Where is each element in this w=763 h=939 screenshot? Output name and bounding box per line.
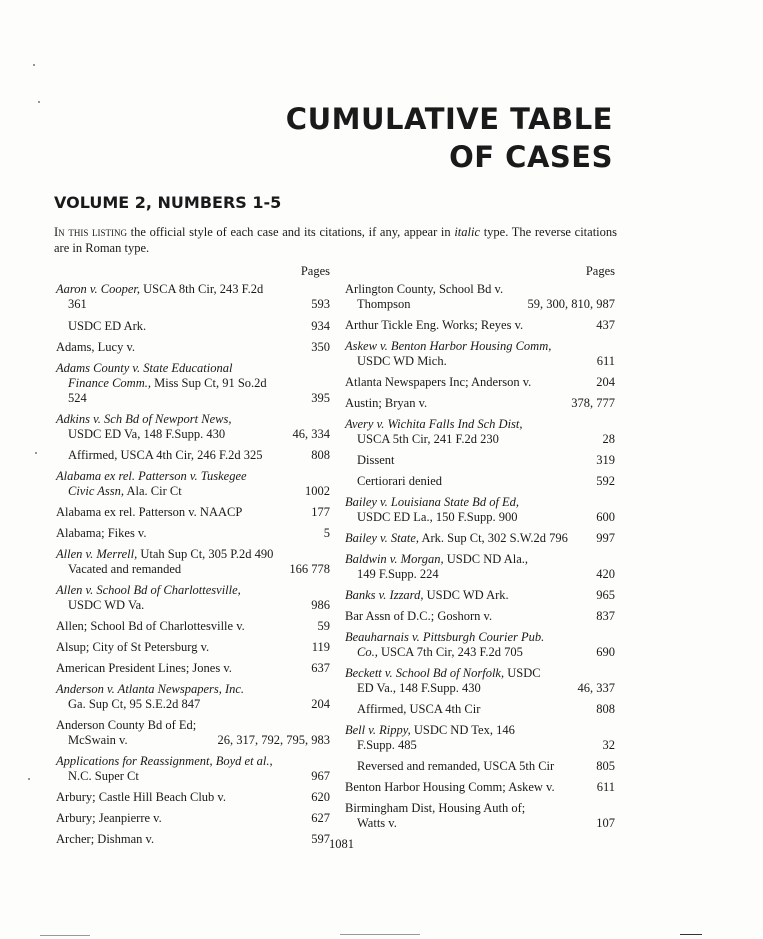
case-citation: Atlanta Newspapers Inc; Anderson v. [345,375,532,389]
case-entry [56,547,330,577]
page-references: 350 [311,340,330,354]
case-entry [56,619,330,634]
volume-heading: VOLUME 2, NUMBERS 1-5 [54,193,282,212]
case-citation-cont: Ala. Cir Ct [124,484,182,498]
case-citation: Dissent [357,453,395,467]
case-citation-cont: 361 [68,297,87,311]
title-line-2: OF CASES [449,140,613,174]
case-entry [345,417,615,447]
case-name-cont: Co., [357,645,378,659]
page-references: 611 [596,780,615,794]
scan-edge-mark [680,934,702,935]
intro-rest: type. The reverse citations are in Roman type. [54,225,618,255]
case-name: Adkins v. Sch Bd of Newport News, [56,412,232,426]
case-name: Aaron v. Cooper, [56,282,141,296]
case-entry [345,702,615,717]
page-references: 204 [311,697,330,711]
case-entry [345,588,615,603]
case-citation: USCA 8th Cir, 243 F.2d [140,282,264,296]
case-entry [345,723,615,753]
case-citation: Benton Harbor Housing Comm; Askew v. [345,780,555,794]
page-title [286,100,613,176]
case-entry [56,526,330,541]
case-name: Baldwin v. Morgan, [345,552,444,566]
case-citation: Anderson County Bd of Ed; [56,718,197,732]
case-name: Beckett v. School Bd of Norfolk, [345,666,505,680]
case-citation: USDC ED Ark. [68,319,147,333]
case-entry [345,474,615,489]
case-entry [56,505,330,520]
case-citation: Ark. Sup Ct, 302 S.W.2d 796 [419,531,568,545]
case-entry [345,375,615,390]
case-citation: USDC WD Ark. [423,588,509,602]
case-entry [345,552,615,582]
case-entry [56,412,330,442]
case-entry [56,661,330,676]
case-entry [345,531,615,546]
page-references: 177 [311,505,330,519]
page-references: 119 [311,640,330,654]
case-name: Allen v. School Bd of Charlottesville, [56,583,241,597]
case-entry [56,469,330,499]
page-references: 600 [596,510,615,524]
page-references: 690 [596,645,615,659]
case-entry [345,630,615,660]
title-line-1: CUMULATIVE TABLE [285,102,613,136]
case-citation-cont: F.Supp. 485 [357,738,417,752]
scan-speck [35,452,37,454]
case-citation: Arlington County, School Bd v. [345,282,504,296]
case-entry [56,790,330,805]
scan-speck [33,64,35,66]
page-references: 59, 300, 810, 987 [527,297,615,311]
case-entry [56,319,330,334]
right-column [345,264,615,831]
case-entry [345,609,615,624]
page-references: 395 [311,391,330,405]
page-references: 46, 337 [577,681,615,695]
scan-speck [28,778,30,780]
scan-speck [38,101,40,103]
page-references: 59 [317,619,330,633]
page-references: 28 [602,432,615,446]
page-references: 593 [311,297,330,311]
case-citation: Certiorari denied [357,474,443,488]
intro-text: the official style of each case and its citations, if any, appear in [127,225,455,239]
case-name: Askew v. Benton Harbor Housing Comm, [345,339,552,353]
page-references: 967 [311,769,330,783]
case-citation: Alsup; City of St Petersburg v. [56,640,210,654]
left-column [56,264,330,847]
page-references: 986 [311,598,330,612]
scan-edge-mark [340,934,420,935]
case-entry [345,801,615,831]
page-references: 166 778 [289,562,330,576]
case-name: Beauharnais v. Pittsburgh Courier Pub. [345,630,545,644]
case-entry [345,318,615,333]
case-citation: Affirmed, USCA 4th Cir, 246 F.2d 325 [68,448,263,462]
page-references: 837 [596,609,615,623]
case-citation: Adams, Lucy v. [56,340,136,354]
case-entry [345,339,615,369]
case-citation-cont: 149 F.Supp. 224 [357,567,439,581]
case-entry [56,832,330,847]
case-citation: Bar Assn of D.C.; Goshorn v. [345,609,493,623]
case-citation: Allen; School Bd of Charlottesville v. [56,619,245,633]
case-citation-cont: 524 [68,391,87,405]
case-name: Anderson v. Atlanta Newspapers, Inc. [56,682,245,696]
case-citation-cont: N.C. Super Ct [68,769,139,783]
case-citation: Utah Sup Ct, 305 P.2d 490 [137,547,274,561]
case-citation-cont: Vacated and remanded [68,562,182,576]
case-entry [56,340,330,355]
case-citation-cont: USCA 7th Cir, 243 F.2d 705 [377,645,523,659]
case-citation-cont: Miss Sup Ct, 91 So.2d [150,376,267,390]
case-name: Allen v. Merrell, [56,547,138,561]
case-entry [345,495,615,525]
case-entry [56,583,330,613]
case-citation-cont: Ga. Sup Ct, 95 S.E.2d 847 [68,697,201,711]
page-references: 997 [596,531,615,545]
case-entry [56,282,330,312]
case-name-cont: Civic Assn, [68,484,125,498]
case-entry [56,448,330,463]
case-citation: Reversed and remanded, USCA 5th Cir [357,759,555,773]
case-citation: USDC ND Ala., [443,552,528,566]
case-citation: Austin; Bryan v. [345,396,428,410]
case-entry [345,453,615,468]
case-name: Banks v. Izzard, [345,588,424,602]
page-references: 26, 317, 792, 795, 983 [217,733,330,747]
case-entry [56,682,330,712]
case-name: Adams County v. State Educational [56,361,233,375]
case-citation-cont: McSwain v. [68,733,128,747]
case-citation: Arthur Tickle Eng. Works; Reyes v. [345,318,524,332]
page-references: 5 [323,526,330,540]
case-citation-cont: Thompson [357,297,411,311]
case-name: Avery v. Wichita Falls Ind Sch Dist, [345,417,523,431]
intro-lead: In this listing [54,225,127,239]
case-entry [345,282,615,312]
case-citation-cont: USDC WD Va. [68,598,145,612]
case-entry [56,718,330,748]
case-entry [345,396,615,411]
page-references: 627 [311,811,330,825]
page-references: 204 [596,375,615,389]
page-references: 420 [596,567,615,581]
case-citation: Alabama ex rel. Patterson v. NAACP [56,505,243,519]
case-name: Bailey v. Louisiana State Bd of Ed, [345,495,520,509]
case-name: Applications for Reassignment, Boyd et al., [56,754,273,768]
case-name: Bell v. Rippy, [345,723,411,737]
page-references: 378, 777 [571,396,615,410]
page-references: 965 [596,588,615,602]
page-references: 637 [311,661,330,675]
page-references: 597 [311,832,330,846]
scan-edge-mark [40,935,90,936]
case-entry [345,666,615,696]
page-references: 620 [311,790,330,804]
case-entry [56,811,330,826]
case-entry [56,361,330,406]
page-references: 319 [596,453,615,467]
page-references: 808 [311,448,330,462]
case-citation: Arbury; Jeanpierre v. [56,811,162,825]
case-citation: Archer; Dishman v. [56,832,155,846]
page-number: 1081 [329,837,354,851]
page-references: 107 [596,816,615,830]
case-citation-cont: ED Va., 148 F.Supp. 430 [357,681,481,695]
page-references: 32 [602,738,615,752]
page-references: 437 [596,318,615,332]
page-references: 592 [596,474,615,488]
intro-italic-word: italic [454,225,481,239]
case-citation-cont: USDC ED Va, 148 F.Supp. 430 [68,427,226,441]
case-name-cont: Finance Comm., [68,376,151,390]
intro-paragraph [54,224,617,256]
case-citation: USDC [504,666,541,680]
page-references: 46, 334 [292,427,330,441]
page-references: 611 [596,354,615,368]
case-citation-cont: USCA 5th Cir, 241 F.2d 230 [357,432,499,446]
case-citation: USDC ND Tex, 146 [410,723,515,737]
page-references: 808 [596,702,615,716]
case-citation: Arbury; Castle Hill Beach Club v. [56,790,226,804]
case-name: Bailey v. State, [345,531,420,545]
case-entry [56,640,330,655]
case-citation: Birmingham Dist, Housing Auth of; [345,801,526,815]
case-citation: American President Lines; Jones v. [56,661,232,675]
pages-header-left: Pages [300,264,330,278]
case-entry [345,780,615,795]
pages-header-right: Pages [585,264,615,278]
page-references: 934 [311,319,330,333]
case-citation-cont: USDC ED La., 150 F.Supp. 900 [357,510,518,524]
case-citation-cont: Watts v. [357,816,397,830]
case-citation-cont: USDC WD Mich. [357,354,447,368]
case-citation: Alabama; Fikes v. [56,526,147,540]
page-references: 1002 [305,484,330,498]
case-entry [56,754,330,784]
case-entry [345,759,615,774]
page-references: 805 [596,759,615,773]
case-name: Alabama ex rel. Patterson v. Tuskegee [56,469,247,483]
case-citation: Affirmed, USCA 4th Cir [357,702,481,716]
